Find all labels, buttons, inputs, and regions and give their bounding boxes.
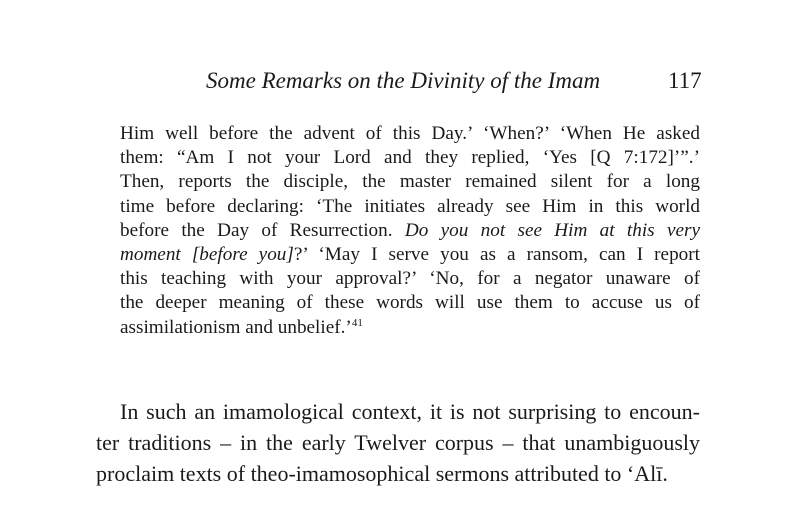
quote-line bbox=[120, 219, 700, 243]
quote-text: this teaching with your approval?’ ‘No, for a negator unaware of bbox=[120, 268, 700, 290]
page-number: 117 bbox=[668, 68, 702, 93]
quote-text: them: “Am I not your Lord and they replied, ‘Yes [Q 7:172]’”.’ bbox=[120, 147, 700, 169]
quote-text: Then, reports the disciple, the master remained silent for a long bbox=[120, 171, 700, 193]
quote-text: assimilationism and unbelief.’ bbox=[120, 316, 352, 338]
quote-text: ?’ ‘May I serve you as a ransom, can I report bbox=[293, 243, 700, 265]
quote-text: before the Day of Resurrection. bbox=[120, 219, 405, 241]
paragraph-line: proclaim texts of theo-imamosophical sermons attributed to ‘Alī. bbox=[96, 461, 668, 486]
block-quote bbox=[120, 122, 700, 340]
running-head bbox=[0, 66, 800, 96]
quote-italic-text: Do you not see Him at this very bbox=[404, 219, 700, 241]
quote-line bbox=[120, 122, 700, 146]
quote-line bbox=[120, 316, 700, 340]
quote-text: Him well before the advent of this Day.’ ‘When?’ ‘When He asked bbox=[120, 123, 700, 144]
quote-line bbox=[120, 267, 700, 291]
quote-line bbox=[120, 146, 700, 170]
running-title: Some Remarks on the Divinity of the Imam bbox=[206, 68, 601, 93]
footnote-reference[interactable]: 41 bbox=[351, 316, 363, 329]
quote-text: time before declaring: ‘The initiates already see Him in this world bbox=[120, 195, 700, 217]
quote-line bbox=[120, 170, 700, 194]
quote-line bbox=[120, 291, 700, 315]
paragraph-line: In such an imamological context, it is not surprising to encoun- bbox=[120, 399, 700, 424]
quote-line bbox=[120, 243, 700, 267]
quote-text: the deeper meaning of these words will use them to accuse us of bbox=[120, 292, 700, 314]
quote-italic-text: moment [before you] bbox=[120, 243, 294, 265]
body-paragraph bbox=[96, 396, 700, 489]
quote-line bbox=[120, 195, 700, 219]
paragraph-line: ter traditions – in the early Twelver corpus – that unambiguously bbox=[96, 430, 700, 455]
